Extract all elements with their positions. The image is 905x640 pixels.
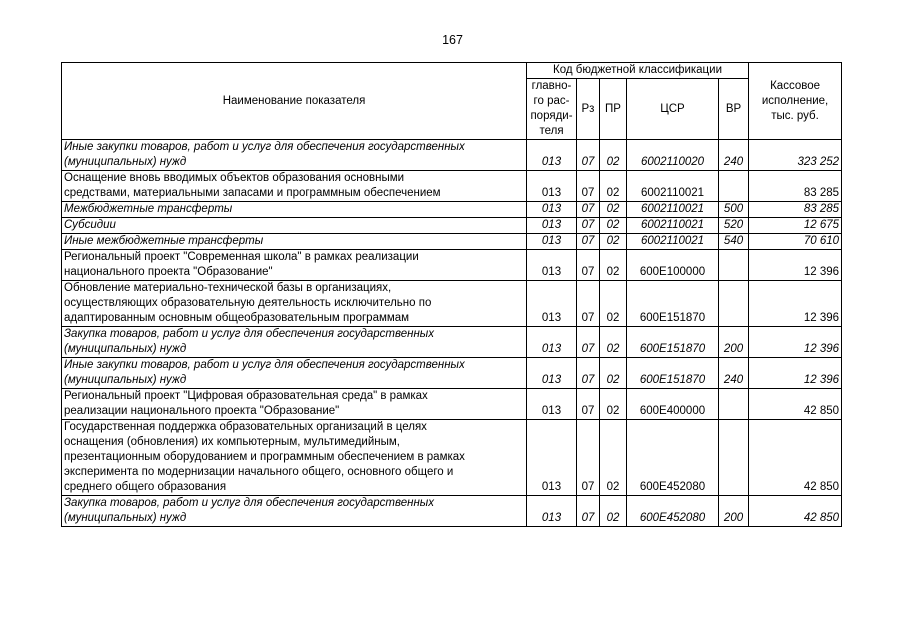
header-classification: Код бюджетной классификации xyxy=(527,63,749,79)
row-amount: 42 850 xyxy=(749,389,842,420)
row-vr xyxy=(719,420,749,496)
row-vr: 520 xyxy=(719,218,749,234)
header-amount-line: исполнение, xyxy=(761,94,829,107)
row-csr: 600E151870 xyxy=(627,358,719,389)
row-rz: 07 xyxy=(577,327,600,358)
row-rz: 07 xyxy=(577,234,600,250)
table-row xyxy=(62,171,842,202)
row-rz: 07 xyxy=(577,420,600,496)
row-name xyxy=(62,202,527,218)
row-name xyxy=(62,171,527,202)
row-name-line: Обновление материально-технической базы в организациях, xyxy=(64,282,392,294)
table-row xyxy=(62,250,842,281)
row-name xyxy=(62,358,527,389)
table-row xyxy=(62,496,842,527)
row-gl: 013 xyxy=(527,202,577,218)
row-name xyxy=(62,234,527,250)
row-csr: 6002110021 xyxy=(627,202,719,218)
row-gl: 013 xyxy=(527,218,577,234)
row-gl: 013 xyxy=(527,250,577,281)
header-vr: ВР xyxy=(719,79,749,140)
row-vr: 200 xyxy=(719,496,749,527)
row-pr: 02 xyxy=(600,496,627,527)
header-gl-line: го рас- xyxy=(533,95,570,107)
row-gl: 013 xyxy=(527,420,577,496)
row-gl: 013 xyxy=(527,389,577,420)
row-rz: 07 xyxy=(577,140,600,171)
header-amount-line: тыс. руб. xyxy=(771,109,819,122)
row-gl: 013 xyxy=(527,327,577,358)
row-csr: 600E100000 xyxy=(627,250,719,281)
row-name-line: реализации национального проекта "Образование" xyxy=(64,405,340,417)
row-name xyxy=(62,389,527,420)
row-amount: 42 850 xyxy=(749,420,842,496)
row-amount: 12 396 xyxy=(749,358,842,389)
row-csr: 600E400000 xyxy=(627,389,719,420)
row-amount: 12 396 xyxy=(749,327,842,358)
row-pr: 02 xyxy=(600,281,627,327)
row-pr: 02 xyxy=(600,358,627,389)
table-row xyxy=(62,389,842,420)
row-csr: 6002110021 xyxy=(627,171,719,202)
table-row xyxy=(62,281,842,327)
row-name-line: национального проекта "Образование" xyxy=(64,266,273,278)
row-gl: 013 xyxy=(527,140,577,171)
row-name-line: Оснащение вновь вводимых объектов образования основными xyxy=(64,172,405,184)
table-row xyxy=(62,218,842,234)
row-pr: 02 xyxy=(600,202,627,218)
row-pr: 02 xyxy=(600,140,627,171)
header-gl xyxy=(527,79,577,140)
row-amount: 12 675 xyxy=(749,218,842,234)
row-pr: 02 xyxy=(600,327,627,358)
row-name-line: Межбюджетные трансферты xyxy=(64,203,233,215)
row-gl: 013 xyxy=(527,234,577,250)
table-row xyxy=(62,327,842,358)
row-name-line: адаптированным основным общеобразовательным программам xyxy=(64,312,410,324)
row-pr: 02 xyxy=(600,234,627,250)
row-amount: 42 850 xyxy=(749,496,842,527)
header-gl-line: теля xyxy=(539,125,564,137)
table-row xyxy=(62,140,842,171)
row-vr xyxy=(719,250,749,281)
row-vr xyxy=(719,281,749,327)
row-rz: 07 xyxy=(577,202,600,218)
row-pr: 02 xyxy=(600,171,627,202)
row-name-line: Региональный проект "Цифровая образовательная среда" в рамках xyxy=(64,390,428,402)
row-name xyxy=(62,327,527,358)
row-vr: 240 xyxy=(719,140,749,171)
row-name-line: Региональный проект "Современная школа" в рамках реализации xyxy=(64,251,419,263)
row-gl: 013 xyxy=(527,171,577,202)
row-name-line: презентационным оборудованием и программным обеспечением в рамках xyxy=(64,451,465,463)
table-row xyxy=(62,234,842,250)
row-rz: 07 xyxy=(577,389,600,420)
budget-table xyxy=(61,62,842,527)
table-header xyxy=(62,63,842,140)
row-name-line: (муниципальных) нужд xyxy=(64,512,187,524)
table-row xyxy=(62,358,842,389)
row-name xyxy=(62,250,527,281)
row-csr: 600E452080 xyxy=(627,420,719,496)
row-vr xyxy=(719,171,749,202)
row-amount: 12 396 xyxy=(749,250,842,281)
row-amount: 83 285 xyxy=(749,202,842,218)
row-name-line: Закупка товаров, работ и услуг для обеспечения государственных xyxy=(64,328,435,340)
row-name-line: Государственная поддержка образовательных организаций в целях xyxy=(64,421,427,433)
row-rz: 07 xyxy=(577,250,600,281)
row-name-line: Субсидии xyxy=(64,219,116,231)
row-name-line: эксперимента по модернизации начального общего, основного общего и xyxy=(64,466,454,478)
header-rz: Рз xyxy=(577,79,600,140)
row-vr xyxy=(719,389,749,420)
row-name-line: средствами, материальными запасами и программным обеспечением xyxy=(64,187,441,199)
row-name-line: среднего общего образования xyxy=(64,481,227,493)
row-amount: 70 610 xyxy=(749,234,842,250)
row-name-line: Иные межбюджетные трансферты xyxy=(64,235,264,247)
row-name-line: оснащения (обновления) их компьютерным, мультимедийным, xyxy=(64,436,400,448)
row-rz: 07 xyxy=(577,496,600,527)
row-name-line: Иные закупки товаров, работ и услуг для обеспечения государственных xyxy=(64,359,465,371)
row-vr: 240 xyxy=(719,358,749,389)
row-rz: 07 xyxy=(577,171,600,202)
header-pr: ПР xyxy=(600,79,627,140)
page-number: 167 xyxy=(442,33,463,47)
row-pr: 02 xyxy=(600,218,627,234)
row-amount: 83 285 xyxy=(749,171,842,202)
header-gl-line: главно- xyxy=(531,80,572,92)
row-pr: 02 xyxy=(600,250,627,281)
row-name xyxy=(62,140,527,171)
header-amount xyxy=(749,63,842,140)
row-pr: 02 xyxy=(600,389,627,420)
row-csr: 600E151870 xyxy=(627,281,719,327)
row-vr: 540 xyxy=(719,234,749,250)
row-name xyxy=(62,496,527,527)
row-gl: 013 xyxy=(527,281,577,327)
row-name-line: (муниципальных) нужд xyxy=(64,374,187,386)
row-name-line: Закупка товаров, работ и услуг для обеспечения государственных xyxy=(64,497,435,509)
row-csr: 6002110020 xyxy=(627,140,719,171)
row-name-line: осуществляющих образовательную деятельность исключительно по xyxy=(64,297,432,309)
header-amount-line: Кассовое xyxy=(770,79,820,92)
row-vr: 500 xyxy=(719,202,749,218)
table-row xyxy=(62,420,842,496)
row-name-line: Иные закупки товаров, работ и услуг для обеспечения государственных xyxy=(64,141,465,153)
header-gl-line: поряди- xyxy=(530,110,573,122)
row-csr: 600E151870 xyxy=(627,327,719,358)
row-rz: 07 xyxy=(577,358,600,389)
table-body xyxy=(62,140,842,527)
header-csr: ЦСР xyxy=(627,79,719,140)
row-name xyxy=(62,420,527,496)
row-name xyxy=(62,281,527,327)
row-rz: 07 xyxy=(577,218,600,234)
row-name-line: (муниципальных) нужд xyxy=(64,156,187,168)
row-name xyxy=(62,218,527,234)
row-csr: 6002110021 xyxy=(627,218,719,234)
table-row xyxy=(62,202,842,218)
header-name: Наименование показателя xyxy=(62,63,527,140)
row-amount: 12 396 xyxy=(749,281,842,327)
row-pr: 02 xyxy=(600,420,627,496)
row-csr: 600E452080 xyxy=(627,496,719,527)
row-amount: 323 252 xyxy=(749,140,842,171)
row-vr: 200 xyxy=(719,327,749,358)
row-csr: 6002110021 xyxy=(627,234,719,250)
row-name-line: (муниципальных) нужд xyxy=(64,343,187,355)
row-gl: 013 xyxy=(527,358,577,389)
row-rz: 07 xyxy=(577,281,600,327)
row-gl: 013 xyxy=(527,496,577,527)
